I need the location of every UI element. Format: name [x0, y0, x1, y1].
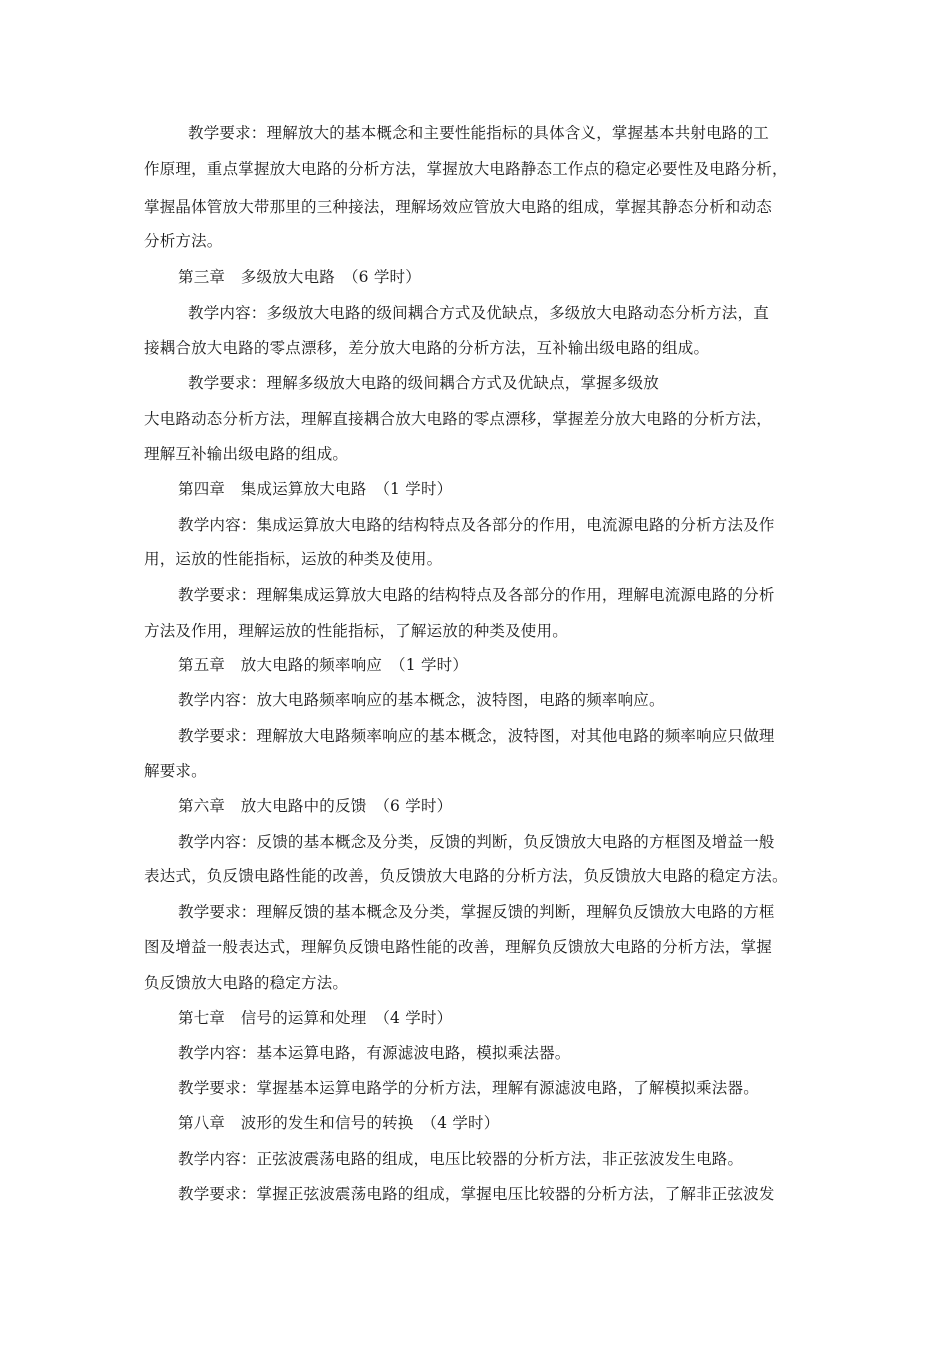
content-ch6-line-2: 表达式，负反馈电路性能的改善，负反馈放大电路的分析方法，负反馈放大电路的稳定方法。: [144, 867, 788, 885]
requirement-ch8-line-1: 教学要求：掌握正弦波震荡电路的组成，掌握电压比较器的分析方法，了解非正弦波发: [178, 1185, 775, 1203]
requirement-ch2-line-1: 教学要求：理解放大的基本概念和主要性能指标的具体含义，掌握基本共射电路的工: [188, 124, 769, 142]
content-ch5-line-1: 教学内容：放大电路频率响应的基本概念，波特图，电路的频率响应。: [178, 691, 665, 709]
requirement-ch2-line-2: 作原理，重点掌握放大电路的分析方法，掌握放大电路静态工作点的稳定必要性及电路分析，: [144, 160, 788, 178]
content-ch6-line-1: 教学内容：反馈的基本概念及分类，反馈的判断，负反馈放大电路的方框图及增益一般: [178, 833, 775, 851]
requirement-ch3-line-1: 教学要求：理解多级放大电路的级间耦合方式及优缺点，掌握多级放: [188, 374, 660, 392]
content-ch3-line-2: 接耦合放大电路的零点漂移，差分放大电路的分析方法，互补输出级电路的组成。: [144, 339, 710, 357]
requirement-ch2-line-4: 分析方法。: [144, 232, 223, 250]
requirement-ch6-line-1: 教学要求：理解反馈的基本概念及分类，掌握反馈的判断，理解负反馈放大电路的方框: [178, 903, 775, 921]
chapter-3-heading: 第三章 多级放大电路 （6 学时）: [178, 268, 421, 286]
content-ch7-line-1: 教学内容：基本运算电路，有源滤波电路，模拟乘法器。: [178, 1044, 571, 1062]
chapter-6-heading: 第六章 放大电路中的反馈 （6 学时）: [178, 797, 453, 815]
requirement-ch6-line-2: 图及增益一般表达式，理解负反馈电路性能的改善，理解负反馈放大电路的分析方法，掌握: [144, 938, 773, 956]
requirement-ch5-line-2: 解要求。: [144, 762, 207, 780]
chapter-4-heading: 第四章 集成运算放大电路 （1 学时）: [178, 480, 453, 498]
chapter-7-heading: 第七章 信号的运算和处理 （4 学时）: [178, 1009, 453, 1027]
requirement-ch4-line-2: 方法及作用，理解运放的性能指标，了解运放的种类及使用。: [144, 622, 568, 640]
chapter-5-heading: 第五章 放大电路的频率响应 （1 学时）: [178, 656, 469, 674]
requirement-ch7-line-1: 教学要求：掌握基本运算电路学的分析方法，理解有源滤波电路，了解模拟乘法器。: [178, 1079, 759, 1097]
content-ch4-line-1: 教学内容：集成运算放大电路的结构特点及各部分的作用，电流源电路的分析方法及作: [178, 516, 775, 534]
chapter-8-heading: 第八章 波形的发生和信号的转换 （4 学时）: [178, 1114, 500, 1132]
requirement-ch3-line-2: 大电路动态分析方法，理解直接耦合放大电路的零点漂移，掌握差分放大电路的分析方法，: [144, 410, 773, 428]
content-ch4-line-2: 用，运放的性能指标，运放的种类及使用。: [144, 550, 443, 568]
requirement-ch2-line-3: 掌握晶体管放大带那里的三种接法，理解场效应管放大电路的组成，掌握其静态分析和动态: [144, 198, 773, 216]
requirement-ch4-line-1: 教学要求：理解集成运算放大电路的结构特点及各部分的作用，理解电流源电路的分析: [178, 586, 775, 604]
requirement-ch3-line-3: 理解互补输出级电路的组成。: [144, 445, 349, 463]
content-ch8-line-1: 教学内容：正弦波震荡电路的组成，电压比较器的分析方法，非正弦波发生电路。: [178, 1150, 744, 1168]
requirement-ch6-line-3: 负反馈放大电路的稳定方法。: [144, 974, 349, 992]
requirement-ch5-line-1: 教学要求：理解放大电路频率响应的基本概念，波特图，对其他电路的频率响应只做理: [178, 727, 775, 745]
content-ch3-line-1: 教学内容：多级放大电路的级间耦合方式及优缺点，多级放大电路动态分析方法，直: [188, 304, 769, 322]
